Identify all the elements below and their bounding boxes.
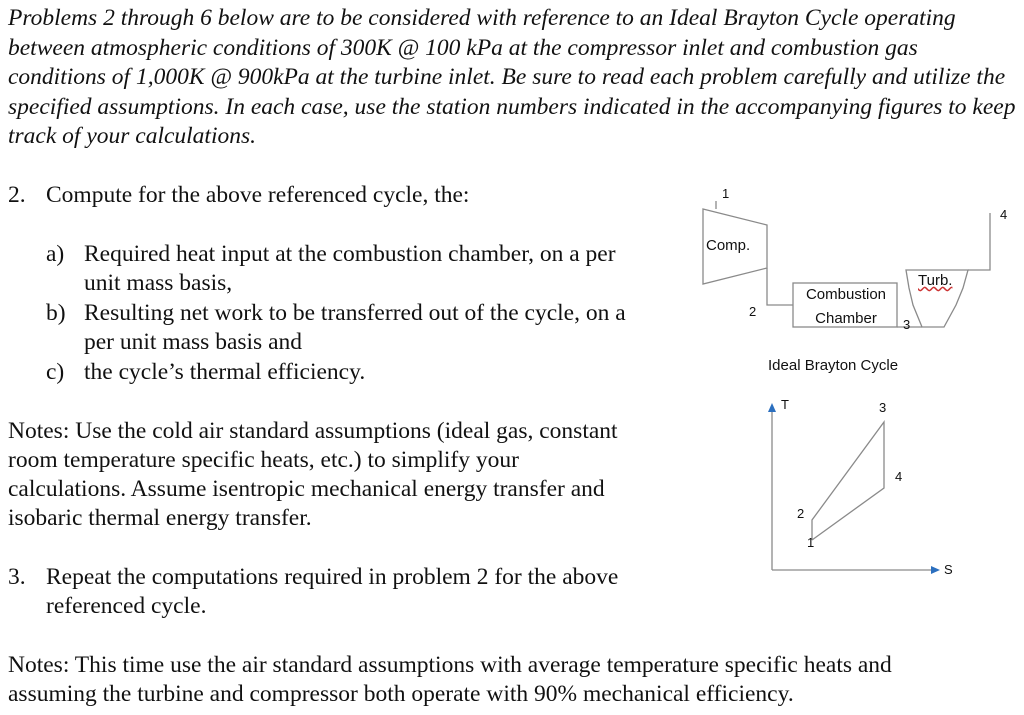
compressor-label: Comp. <box>706 237 751 254</box>
s-axis-arrow <box>931 566 940 574</box>
notes-2-line4: isobaric thermal energy transfer. <box>8 505 312 531</box>
ts-point-4-label: 4 <box>895 469 903 484</box>
notes-3-line2: assuming the turbine and compressor both operate with 90% mechanical efficiency. <box>8 681 794 707</box>
item-b-line2: per unit mass basis and <box>84 329 302 355</box>
item-c-line1: the cycle’s thermal efficiency. <box>84 359 366 385</box>
figure-caption: Ideal Brayton Cycle <box>768 357 899 374</box>
item-a-line1: Required heat input at the combustion chamber, on a per <box>84 241 616 267</box>
station-2-label: 2 <box>749 304 757 319</box>
notes-3-line1: Notes: This time use the air standard assumptions with average temperature specific heats and <box>8 652 892 678</box>
item-b-marker: b) <box>46 300 66 326</box>
problem-3-number: 3. <box>8 564 26 590</box>
problem-3-line1: Repeat the computations required in problem 2 for the above <box>46 564 619 590</box>
notes-2-line1: Notes: Use the cold air standard assumptions (ideal gas, constant <box>8 418 618 444</box>
ts-point-3-label: 3 <box>879 400 887 415</box>
notes-2-line3: calculations. Assume isentropic mechanical energy transfer and <box>8 476 605 502</box>
notes-2-line2: room temperature specific heats, etc.) to simplify your <box>8 447 519 473</box>
station-1-label: 1 <box>722 186 730 201</box>
ts-axis-s-label: S <box>944 562 953 577</box>
compressor-to-chamber-line <box>767 268 793 305</box>
t-axis-arrow <box>768 403 776 412</box>
turbine-label: Turb. <box>918 272 953 289</box>
station-3-label: 3 <box>903 317 911 332</box>
ts-point-2-label: 2 <box>797 506 805 521</box>
problem-3-line2: referenced cycle. <box>46 593 207 619</box>
intro-paragraph: Problems 2 through 6 below are to be considered with reference to an Ideal Brayton Cycle operating between atmospheric conditions of 300K @ 100 kPa at the compressor inlet and combustion gas conditions of 1,000K @ 900kPa at the turbine inlet. Be sure to read each problem carefully and utilize the specified assumptions. In each case, use the station numbers indicated in the accompanying figures to keep track of your calculations. <box>8 5 1016 150</box>
ts-axis-t-label: T <box>781 397 789 412</box>
item-b-line1: Resulting net work to be transferred out of the cycle, on a <box>84 300 626 326</box>
combustion-label: Combustion <box>805 286 887 303</box>
ts-point-1-label: 1 <box>807 535 815 550</box>
problem-2-heading: Compute for the above referenced cycle, the: <box>46 182 470 208</box>
item-c-marker: c) <box>46 359 65 385</box>
exhaust-line <box>968 213 990 270</box>
item-a-marker: a) <box>46 241 65 267</box>
station-4-label: 4 <box>1000 207 1008 222</box>
chamber-label: Chamber <box>815 310 877 327</box>
problem-2-number: 2. <box>8 182 26 208</box>
cycle-path <box>812 422 884 540</box>
item-a-line2: unit mass basis, <box>84 270 233 296</box>
